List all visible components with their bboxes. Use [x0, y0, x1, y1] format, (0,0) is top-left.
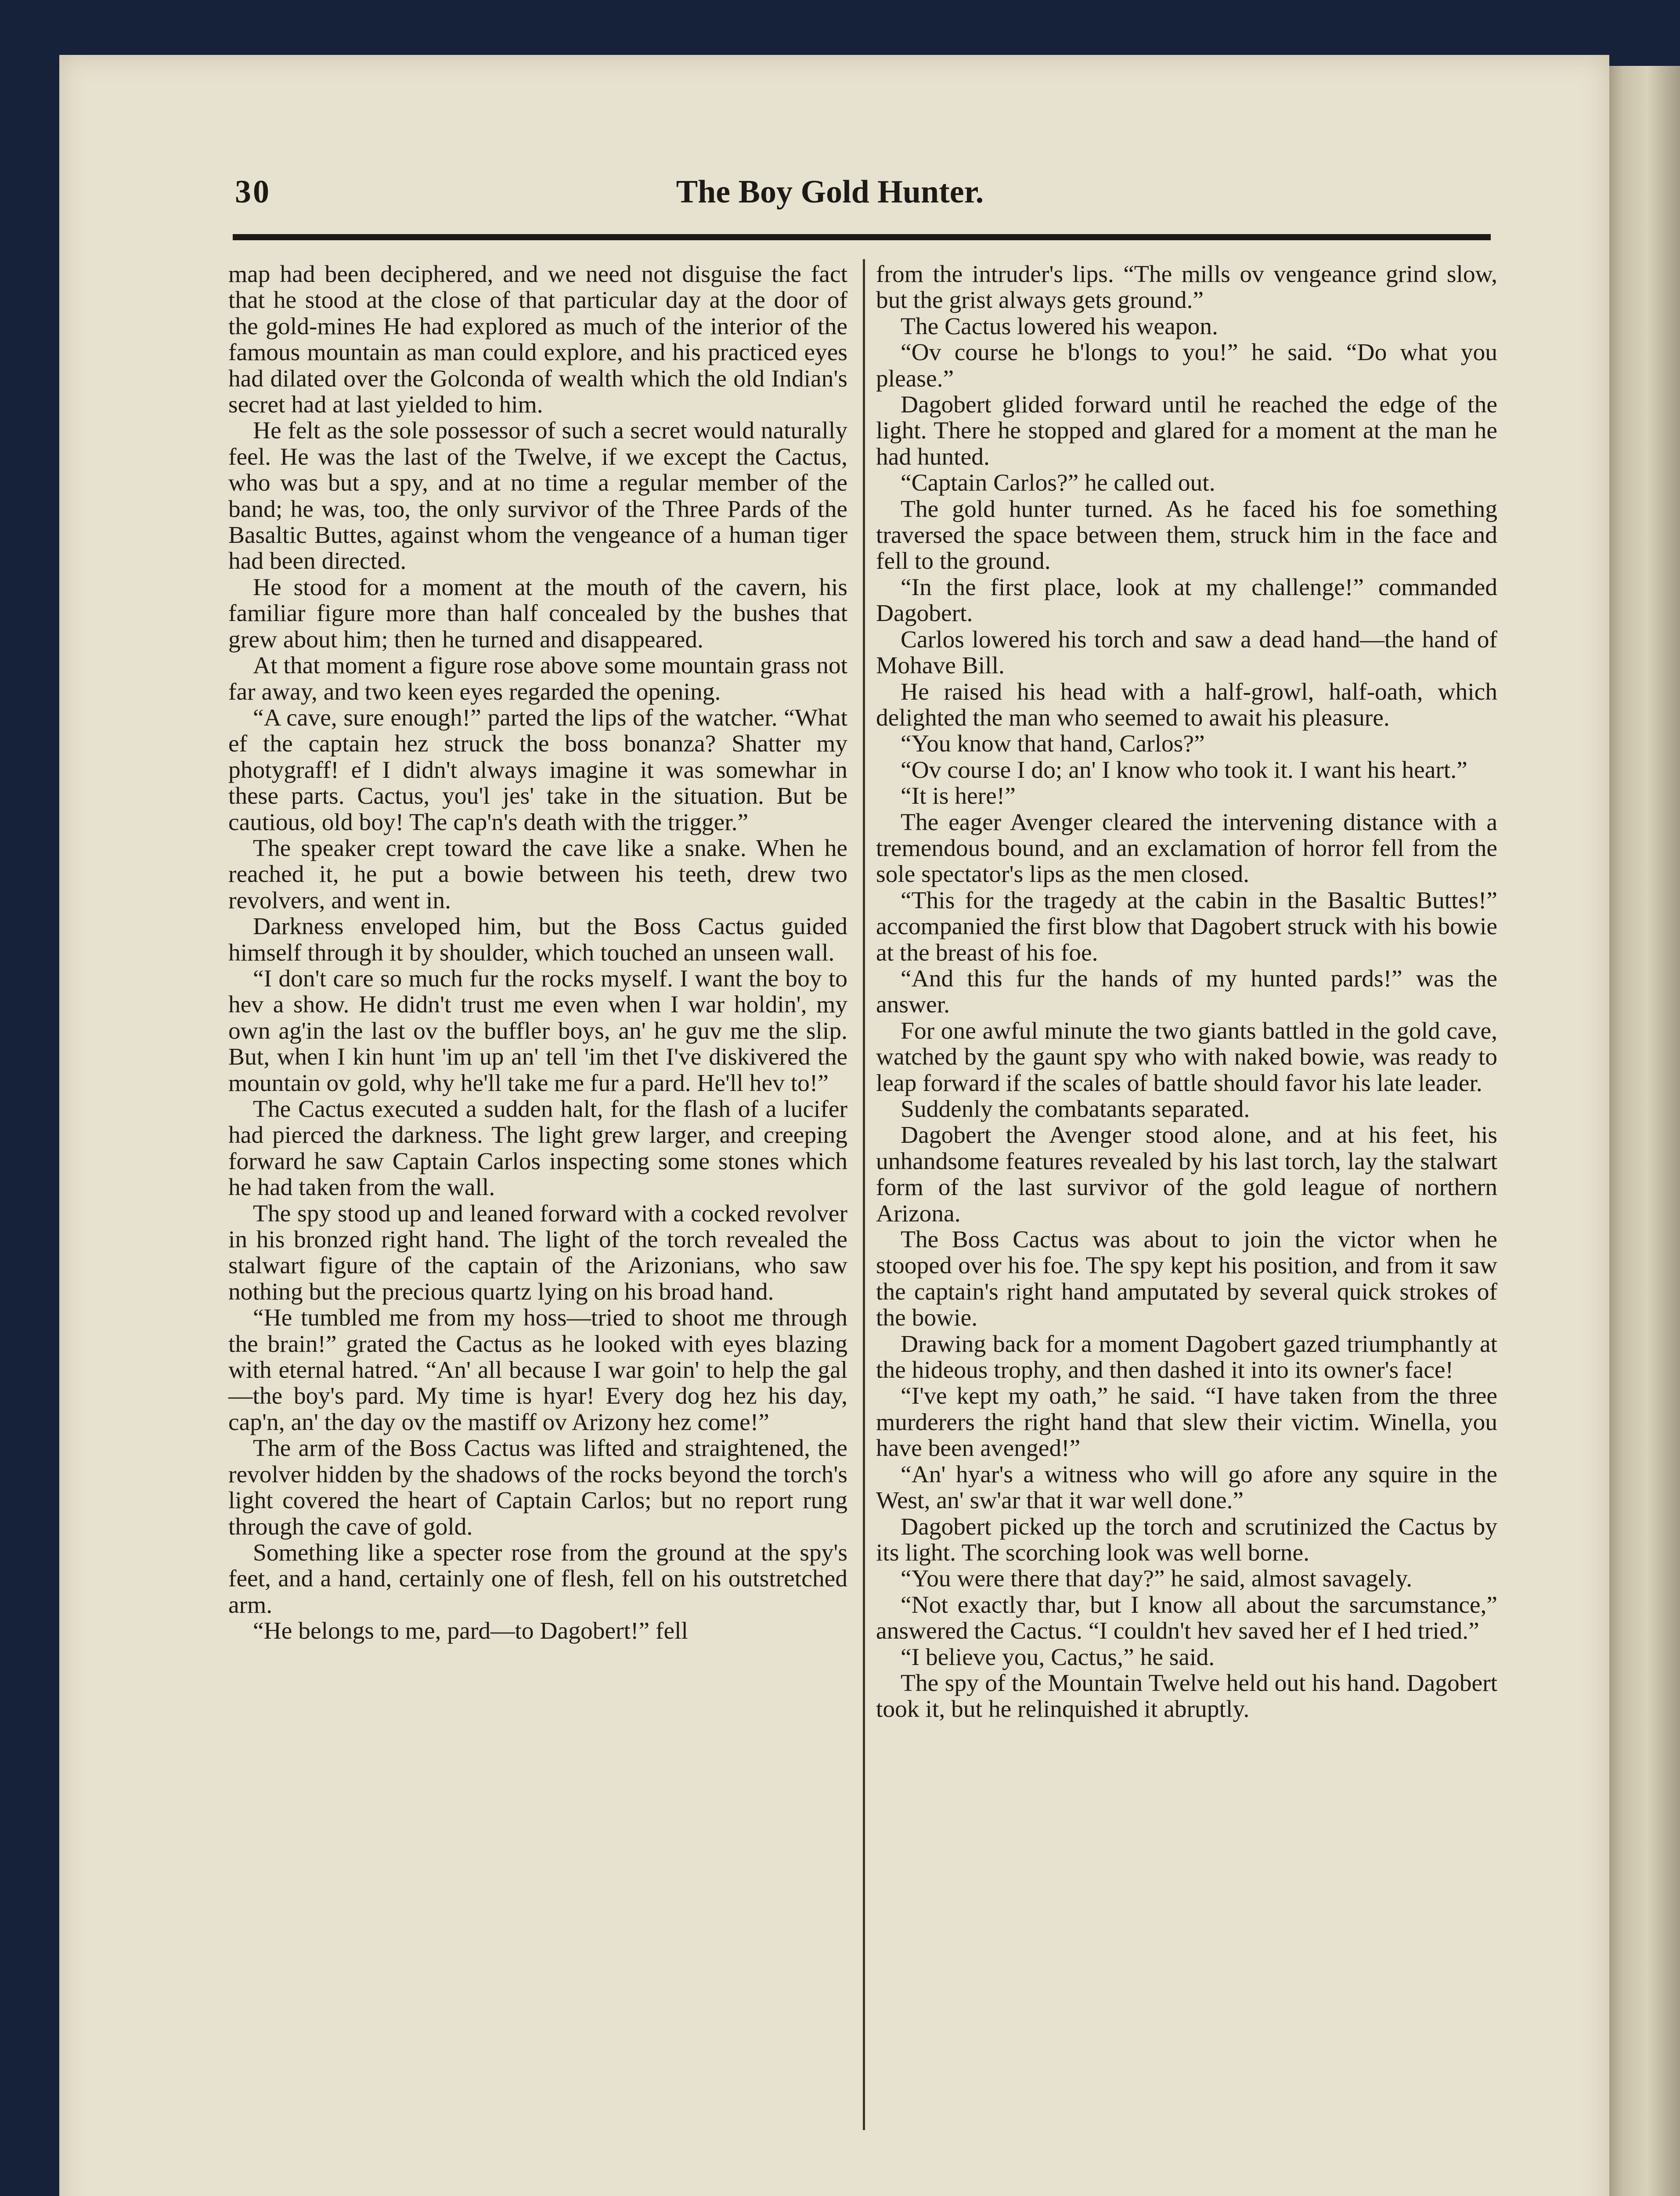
paragraph: map had been deciphered, and we need not disguise the fact that he stood at the close of that particular day at the door of the gold-mines He had explored as much of the interior of the famous mountain as man could explore, and his practiced eyes had dilated over the Golconda of wealth which the old Indian's secret had at last yielded to him. — [228, 261, 847, 419]
paragraph: “Captain Carlos?” he called out. — [901, 470, 1215, 497]
paragraph: “In the first place, look at my challenge!” commanded Dagobert. — [876, 574, 1497, 627]
paragraph: “I've kept my oath,” he said. “I have taken from the three murderers the right hand that slew their victim. Winella, you have been avenged!” — [876, 1383, 1497, 1462]
paragraph: He stood for a moment at the mouth of the cavern, his familiar figure more than half concealed by the bushes that grew about him; then he turned and disappeared. — [228, 574, 847, 653]
paragraph: “Ov course he b'longs to you!” he said. “Do what you please.” — [876, 339, 1497, 392]
paragraph: Carlos lowered his torch and saw a dead hand—the hand of Mohave Bill. — [876, 626, 1497, 679]
paragraph: Suddenly the combatants separated. — [901, 1096, 1250, 1123]
paragraph: Dagobert glided forward until he reached the edge of the light. There he stopped and glared for a moment at the man he had hunted. — [876, 391, 1497, 470]
paragraph: “A cave, sure enough!” parted the lips of the watcher. “What ef the captain hez struck the boss bonanza? Shatter my photygraff! ef I didn't always imagine it was somewhar in these parts. Cactus, you'l jes' take in the situation. But be cautious, old boy! The cap'n's death with the trigger.” — [228, 704, 847, 836]
paragraph: “He belongs to me, pard—to Dagobert!” fell — [253, 1618, 688, 1645]
paragraph: He felt as the sole possessor of such a secret would naturally feel. He was the last of the Twelve, if we except the Cactus, who was but a spy, and at no time a regular member of the band; he was, too, the only survivor of the Three Pards of the Basaltic Buttes, against whom the vengeance of a human tiger had been directed. — [228, 417, 847, 575]
paragraph: “You know that hand, Carlos?” — [901, 730, 1205, 758]
paragraph: Darkness enveloped him, but the Boss Cactus guided himself through it by shoulder, which touched an unseen wall. — [228, 913, 847, 966]
paragraph: The spy stood up and leaned forward with a cocked revolver in his bronzed right hand. The light of the torch revealed the stalwart figure of the captain of the Arizonians, who saw nothing but the precious quartz lying on his broad hand. — [228, 1200, 847, 1305]
paragraph: “I don't care so much fur the rocks myself. I want the boy to hev a show. He didn't trust me even when I war holdin', my own ag'in the last ov the buffler boys, an' he guv me the slip. But, when I kin hunt 'im up an' tell 'im thet I've diskivered the mountain ov gold, why he'll take me fur a pard. He'll hev to!” — [228, 965, 847, 1097]
paragraph: “You were there that day?” he said, almost savagely. — [901, 1565, 1413, 1593]
paragraph: The Cactus lowered his weapon. — [901, 313, 1218, 340]
paragraph: Something like a specter rose from the ground at the spy's feet, and a hand, certainly one of flesh, fell on his outstretched arm. — [228, 1539, 847, 1618]
right-column — [876, 261, 1497, 1723]
paragraph: Dagobert the Avenger stood alone, and at his feet, his unhandsome features revealed by his last torch, lay the stalwart form of the last survivor of the gold league of northern Arizona. — [876, 1122, 1497, 1227]
page-number: 30 — [235, 174, 271, 210]
page-header — [171, 173, 1489, 235]
paragraph: The Boss Cactus was about to join the victor when he stooped over his foe. The spy kept his position, and from it saw the captain's right hand amputated by several quick strokes of the bowie. — [876, 1226, 1497, 1332]
paragraph: “It is here!” — [901, 783, 1016, 810]
paragraph: “This for the tragedy at the cabin in the Basaltic Buttes!” accompanied the first blow that Dagobert struck with his bowie at the breast of his foe. — [876, 887, 1497, 966]
paragraph: The gold hunter turned. As he faced his foe something traversed the space between them, struck him in the face and fell to the ground. — [876, 495, 1497, 575]
paragraph: “And this fur the hands of my hunted pards!” was the answer. — [876, 965, 1497, 1019]
header-rule — [233, 234, 1491, 240]
paragraph: The arm of the Boss Cactus was lifted and straightened, the revolver hidden by the shadows of the rocks beyond the torch's light covered the heart of Captain Carlos; but no report rung through the cave of gold. — [228, 1435, 847, 1540]
paragraph: “I believe you, Cactus,” he said. — [901, 1643, 1215, 1671]
paragraph: “Ov course I do; an' I know who took it. I want his heart.” — [901, 756, 1467, 784]
paragraph: He raised his head with a half-growl, half-oath, which delighted the man who seemed to await his pleasure. — [876, 678, 1497, 731]
paragraph: For one awful minute the two giants battled in the gold cave, watched by the gaunt spy who with naked bowie, was ready to leap forward if the scales of battle should favor his late leader. — [876, 1017, 1497, 1097]
paragraph: “An' hyar's a witness who will go afore any squire in the West, an' sw'ar that it war well done.” — [876, 1461, 1497, 1514]
paragraph: The Cactus executed a sudden halt, for the flash of a lucifer had pierced the darkness. The light grew larger, and creeping forward he saw Captain Carlos inspecting some stones which he had taken from the wall. — [228, 1096, 847, 1201]
running-title: The Boy Gold Hunter. — [676, 174, 984, 210]
paragraph: “He tumbled me from my hoss—tried to shoot me through the brain!” grated the Cactus as he looked with eyes blazing with eternal hatred. “An' all because I war goin' to help the gal—the boy's pard. My time is hyar! Every dog hez his day, cap'n, an' the day ov the mastiff ov Arizony hez come!” — [228, 1304, 847, 1436]
paragraph: Drawing back for a moment Dagobert gazed triumphantly at the hideous trophy, and then dashed it into its owner's face! — [876, 1330, 1497, 1384]
paragraph: Dagobert picked up the torch and scrutinized the Cactus by its light. The scorching look was well borne. — [876, 1513, 1497, 1566]
paragraph: At that moment a figure rose above some mountain grass not far away, and two keen eyes regarded the opening. — [228, 652, 847, 705]
column-divider — [863, 259, 865, 2130]
paragraph: “Not exactly thar, but I know all about the sarcumstance,” answered the Cactus. “I couldn't hev saved her ef I hed tried.” — [876, 1591, 1497, 1645]
paragraph: The spy of the Mountain Twelve held out his hand. Dagobert took it, but he relinquished it abruptly. — [876, 1669, 1497, 1723]
paragraph: from the intruder's lips. “The mills ov vengeance grind slow, but the grist always gets ground.” — [876, 261, 1497, 314]
book-spine — [1598, 66, 1680, 2196]
left-column — [228, 261, 847, 1644]
paragraph: The eager Avenger cleared the intervening distance with a tremendous bound, and an exclamation of horror fell from the sole spectator's lips as the men closed. — [876, 809, 1497, 888]
paragraph: The speaker crept toward the cave like a snake. When he reached it, he put a bowie between his teeth, drew two revolvers, and went in. — [228, 834, 847, 914]
